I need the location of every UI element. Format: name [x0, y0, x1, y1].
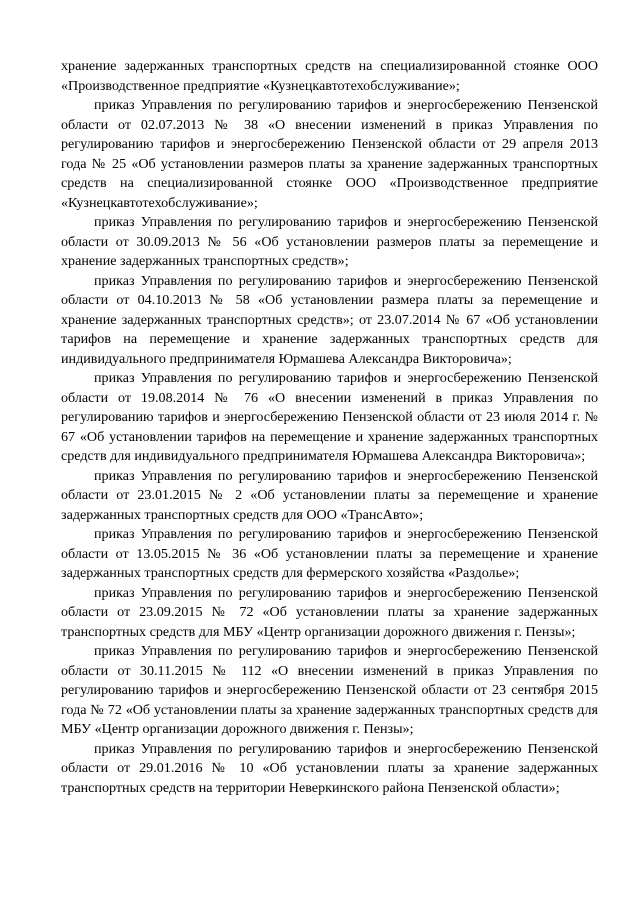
paragraph-continuation: хранение задержанных транспортных средств на специализированной стоянке ООО «Производственное предприятие «Кузнецкавтотехобслуживание»;: [61, 58, 598, 94]
paragraph-order-13-05-2015: приказ Управления по регулированию тарифов и энергосбережению Пензенской области от 13.05.2015 № 36 «Об установлении платы за перемещение и хранение задержанных транспортных средств для фермерского хозяйства «Раздолье»;: [61, 526, 598, 581]
paragraph-order-23-01-2015: приказ Управления по регулированию тарифов и энергосбережению Пензенской области от 23.01.2015 № 2 «Об установлении платы за перемещение и хранение задержанных транспортных средств для ООО «ТрансАвто»;: [61, 467, 598, 523]
paragraph-order-04-10-2013: приказ Управления по регулированию тарифов и энергосбережению Пензенской области от 04.10.2013 № 58 «Об установлении размера платы за перемещение и хранение задержанных транспортных средств»; от 23.07.2014 № 67 «Об установлении тарифов на перемещение и хранение задержанных транспортных средств для индивидуального предпринимателя Юрмашева Александра Викторовича»;: [61, 272, 598, 367]
paragraph-order-29-01-2016: приказ Управления по регулированию тарифов и энергосбережению Пензенской области от 29.01.2016 № 10 «Об установлении платы за хранение задержанных транспортных средств на территории Неверкинского района Пензенской области»;: [61, 740, 598, 796]
paragraph-order-30-09-2013: приказ Управления по регулированию тарифов и энергосбережению Пензенской области от 30.09.2013 № 56 «Об установлении размеров платы за перемещение и хранение задержанных транспортных средств»;: [61, 214, 598, 269]
paragraph-order-30-11-2015: приказ Управления по регулированию тарифов и энергосбережению Пензенской области от 30.11.2015 № 112 «О внесении изменений в приказ Управления по регулированию тарифов и энергосбережению Пензенской области от 23 сентября 2015 года № 72 «Об установлении платы за хранение задержанных транспортных средств для МБУ «Центр организации дорожного движения г. Пензы»;: [61, 643, 598, 737]
paragraph-order-23-09-2015: приказ Управления по регулированию тарифов и энергосбережению Пензенской области от 23.09.2015 № 72 «Об установлении платы за хранение задержанных транспортных средств для МБУ «Центр организации дорожного движения г. Пензы»;: [61, 584, 598, 640]
document-page: [61, 57, 598, 798]
paragraph-order-19-08-2014: приказ Управления по регулированию тарифов и энергосбережению Пензенской области от 19.08.2014 № 76 «О внесении изменений в приказ Управления по регулированию тарифов и энергосбережению Пензенской области от 23 июля 2014 г. № 67 «Об установлении тарифов на перемещение и хранение задержанных транспортных средств для индивидуального предпринимателя Юрмашева Александра Викторовича»;: [61, 370, 598, 464]
paragraph-order-02-07-2013: приказ Управления по регулированию тарифов и энергосбережению Пензенской области от 02.07.2013 № 38 «О внесении изменений в приказ Управления по регулированию тарифов и энергосбережению Пензенской области от 29 апреля 2013 года № 25 «Об установлении размеров платы за хранение задержанных транспортных средств на специализированной стоянке ООО «Производственное предприятие «Кузнецкавтотехобслуживание»;: [61, 97, 598, 211]
